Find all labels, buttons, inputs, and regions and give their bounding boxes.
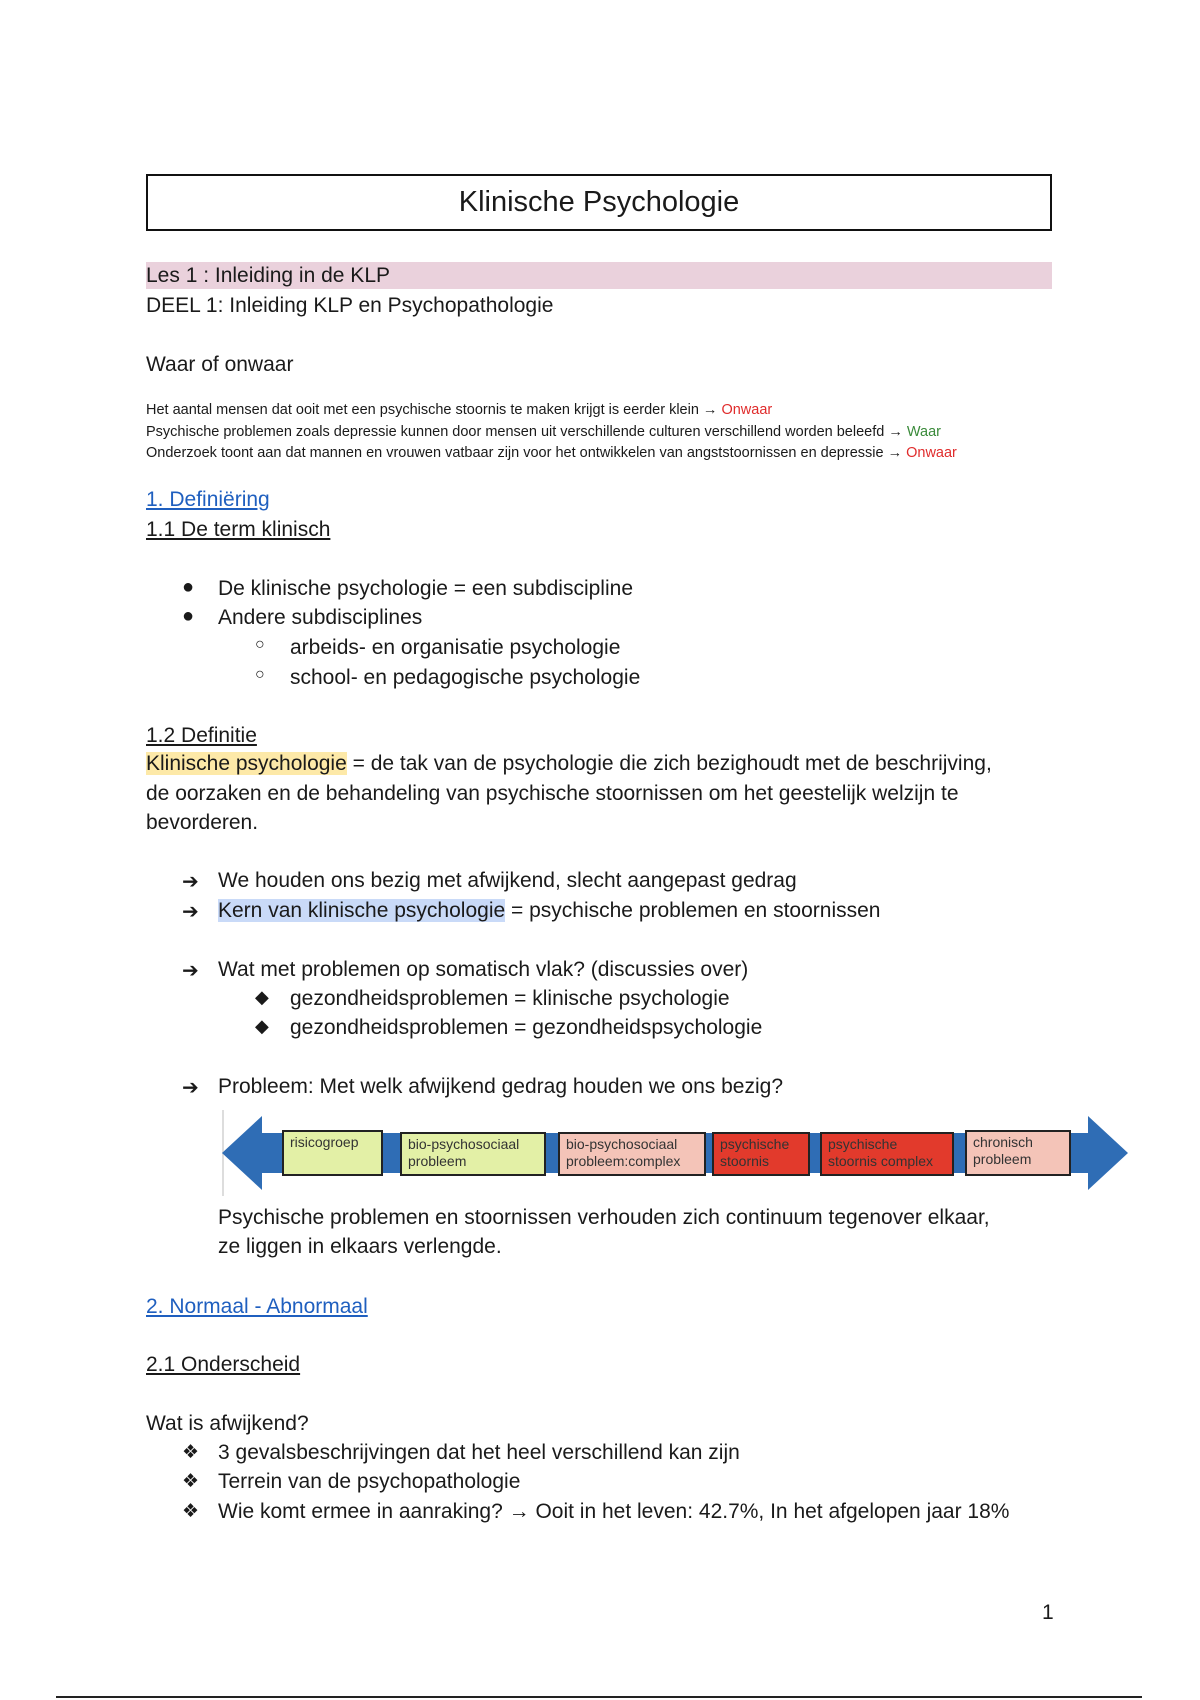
arrow-bullet-icon: ➔: [182, 1077, 199, 1099]
continuum-caption: Psychische problemen en stoornissen verhouden zich continuum tegenover elkaar,: [218, 1206, 990, 1229]
diamond-bullet-icon: ◆: [255, 1016, 269, 1036]
diamond-item: gezondheidsproblemen = klinische psychologie: [290, 987, 730, 1010]
clover-bullet-icon: ❖: [182, 1471, 200, 1492]
continuum-stage-chronisch-probleem: [965, 1130, 1071, 1176]
quiz-item: [146, 445, 957, 461]
arrow-bullet-icon: ➔: [182, 901, 199, 923]
quiz-answer: Waar: [906, 424, 941, 440]
quiz-heading: Waar of onwaar: [146, 353, 294, 376]
bullet-item: Andere subdisciplines: [218, 606, 423, 629]
arrow-item: [218, 899, 880, 923]
sub-bullet-item: arbeids- en organisatie psychologie: [290, 636, 621, 659]
continuum-stage-bio-psychosociaal-complex: [558, 1132, 706, 1176]
continuum-stage-bio-psychosociaal: [400, 1132, 546, 1176]
definition-line: [146, 752, 992, 776]
lesson-banner: [146, 262, 1052, 289]
quiz-answer: Onwaar: [721, 402, 773, 418]
clover-item: Wie komt ermee in aanraking? → Ooit in het leven: 42.7%, In het afgelopen jaar 18%: [218, 1500, 1010, 1523]
quiz-item: [146, 424, 941, 440]
clover-bullet-icon: ❖: [182, 1442, 200, 1463]
diamond-item: gezondheidsproblemen = gezondheidspsychologie: [290, 1016, 763, 1039]
section-2-link[interactable]: 2. Normaal - Abnormaal: [146, 1295, 368, 1318]
continuum-stage-risicogroep: [282, 1130, 383, 1176]
bullet-circle-icon: ○: [255, 666, 265, 683]
continuum-diagram: [220, 1110, 1130, 1196]
section-1-link[interactable]: 1. Definiëring: [146, 488, 270, 511]
clover-item: 3 gevalsbeschrijvingen dat het heel verschillend kan zijn: [218, 1441, 740, 1464]
quiz-item: [146, 402, 772, 418]
clover-bullet-icon: ❖: [182, 1501, 200, 1522]
continuum-stage-label: chronisch probleem: [973, 1134, 1033, 1167]
continuum-stage-label: psychische stoornis complex: [828, 1136, 934, 1169]
sub-bullet-item: school- en pedagogische psychologie: [290, 666, 641, 689]
arrow-item: Wat met problemen op somatisch vlak? (discussies over): [218, 958, 749, 981]
arrow-item-text: = psychische problemen en stoornissen: [505, 899, 881, 922]
arrow-item: Probleem: Met welk afwijkend gedrag houden we ons bezig?: [218, 1075, 784, 1098]
arrow-bullet-icon: ➔: [182, 960, 199, 982]
bullet-dot-icon: ●: [182, 576, 195, 598]
bullet-circle-icon: ○: [255, 636, 265, 653]
part-heading: DEEL 1: Inleiding KLP en Psychopathologie: [146, 294, 554, 317]
continuum-caption: ze liggen in elkaars verlengde.: [218, 1235, 502, 1258]
subsection-2-1-heading: 2.1 Onderscheid: [146, 1353, 301, 1376]
continuum-stage-psychische-stoornis-complex: [820, 1132, 954, 1176]
clover-item: Terrein van de psychopathologie: [218, 1470, 521, 1493]
diamond-bullet-icon: ◆: [255, 987, 269, 1007]
arrow-glyph: →: [887, 445, 903, 461]
page-bottom-rule: [56, 1696, 1142, 1698]
definition-line: bevorderen.: [146, 811, 259, 834]
bullet-item: De klinische psychologie = een subdiscipline: [218, 577, 633, 600]
arrow-glyph: →: [888, 424, 903, 440]
definition-text: = de tak van de psychologie die zich bezighoudt met de beschrijving,: [346, 752, 992, 775]
continuum-stage-label: risicogroep: [290, 1134, 359, 1150]
quiz-answer: Onwaar: [906, 445, 957, 461]
arrow-glyph: →: [702, 402, 718, 418]
arrow-bullet-icon: ➔: [182, 871, 199, 893]
subsection-1-2-heading: 1.2 Definitie: [146, 724, 257, 747]
continuum-stage-label: bio-psychosociaal probleem: [408, 1136, 520, 1169]
quiz-statement: Psychische problemen zoals depressie kunnen door mensen uit verschillende culturen verschillend worden beleefd: [146, 424, 885, 440]
subsection-1-1-heading: 1.1 De term klinisch: [146, 518, 331, 541]
page-number: 1: [1042, 1601, 1054, 1624]
highlighted-term: Kern van klinische psychologie: [218, 899, 506, 922]
definition-line: de oorzaken en de behandeling van psychische stoornissen om het geestelijk welzijn te: [146, 782, 959, 805]
question-text: Wat is afwijkend?: [146, 1412, 309, 1435]
quiz-statement: Onderzoek toont aan dat mannen en vrouwen vatbaar zijn voor het ontwikkelen van angststoornissen en depressie: [146, 445, 884, 461]
continuum-stage-label: bio-psychosociaal probleem:complex: [566, 1136, 681, 1169]
definition-term: Klinische psychologie: [146, 752, 347, 775]
quiz-statement: Het aantal mensen dat ooit met een psychische stoornis te maken krijgt is eerder klein: [146, 402, 699, 418]
arrow-item: We houden ons bezig met afwijkend, slecht aangepast gedrag: [218, 869, 797, 892]
document-title: Klinische Psychologie: [146, 174, 1052, 231]
continuum-stage-psychische-stoornis: [712, 1132, 810, 1176]
continuum-stage-label: psychische stoornis: [720, 1136, 790, 1169]
bullet-dot-icon: ●: [182, 605, 195, 627]
lesson-label: Les 1 : Inleiding in de KLP: [146, 264, 391, 287]
